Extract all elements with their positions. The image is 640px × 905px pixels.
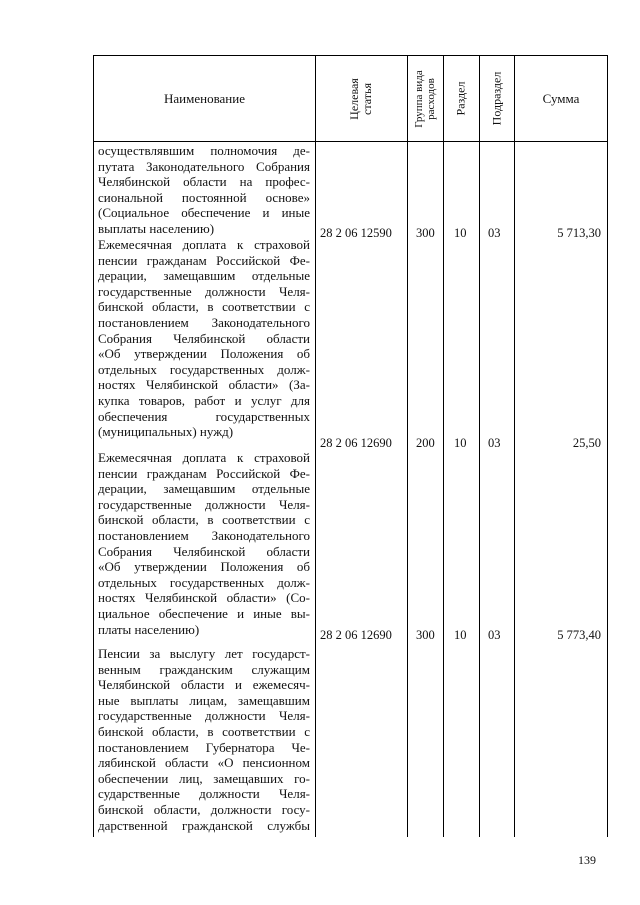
row-name-line: дарственной гражданской службы [98,817,310,833]
row-subsection: 03 [488,226,501,240]
row-name-line: бинской области, в соответствии с [98,723,310,739]
row-name-line: сударственные должности Челя- [98,786,310,802]
row-section: 10 [454,628,467,642]
row-name-line: венным гражданским служащим [98,661,310,677]
budget-table [93,55,608,837]
row-name [98,646,310,833]
row-name-line: дерации, замещавшим отдельные [98,481,310,497]
header-section [443,56,479,141]
column-divider [514,56,515,837]
row-name-line: Пенсии за выслугу лет государст- [98,646,310,661]
row-name-line: Ежемесячная доплата к страховой [98,450,310,465]
row-name-line: (Социальное обеспечение и иные [98,205,310,221]
row-name-line: бинской области, в соответствии с [98,299,310,315]
row-name-line: Челябинской области и ежемесяч- [98,677,310,693]
row-name-line: бинской области, в соответствии с [98,512,310,528]
row-name-line: циальное обеспечение и иные вы- [98,605,310,621]
row-name [98,143,310,237]
row-name-line: бинской области, должности госу- [98,801,310,817]
row-name-line: постановлением Губернатора Че- [98,739,310,755]
row-sum: 5 773,40 [557,628,601,642]
row-group: 200 [416,436,435,450]
row-sum: 5 713,30 [557,226,601,240]
row-name-line: постановлением Законодательного [98,527,310,543]
column-divider [479,56,480,837]
row-name-line: государственные должности Челя- [98,708,310,724]
row-code: 28 2 06 12590 [320,226,392,240]
header-expense-group [407,56,443,141]
header-section-label: Раздел [453,81,468,116]
header-subsection [479,56,514,141]
header-name: Наименование [164,90,245,106]
header-target-article-line2: статья [359,82,374,115]
row-name-line: государственные должности Челя- [98,496,310,512]
row-subsection: 03 [488,628,501,642]
row-name-line: обеспечения государственных [98,408,310,424]
row-name-line: лябинской области «О пенсионном [98,755,310,771]
column-divider [315,56,316,837]
row-name-line: сиональной постоянной основе» [98,189,310,205]
row-name-line: отдельных государственных долж- [98,574,310,590]
row-name-line: платы населению) [98,621,200,637]
row-name-line: «Об утверждении Положения об [98,559,310,575]
row-name-line: дерации, замещавшим отдельные [98,268,310,284]
column-divider [407,56,408,837]
header-expense-group-line1: Группа вида [413,69,425,128]
row-name-line: ностях Челябинской области» (Со- [98,590,310,606]
row-name [98,450,310,637]
row-name-line: Челябинской области на профес- [98,174,310,190]
row-name-line: Ежемесячная доплата к страховой [98,237,310,252]
row-code: 28 2 06 12690 [320,436,392,450]
row-section: 10 [454,226,467,240]
row-name-line: постановлением Законодательного [98,314,310,330]
row-name-line: пенсии гражданам Российской Фе- [98,252,310,268]
row-name-line: Собрания Челябинской области [98,543,310,559]
column-divider [443,56,444,837]
row-name-line: купка товаров, работ и услуг для [98,392,310,408]
row-name-line: осуществлявшим полномочия де- [98,143,310,158]
row-name-line: «Об утверждении Положения об [98,346,310,362]
row-name-line: государственные должности Челя- [98,283,310,299]
row-group: 300 [416,628,435,642]
row-name-line: отдельных государственных долж- [98,361,310,377]
row-group: 300 [416,226,435,240]
row-name-line: Собрания Челябинской области [98,330,310,346]
row-sum: 25,50 [572,436,601,450]
row-name-line: ные выплаты лицам, замещавшим [98,692,310,708]
row-name-line: пенсии гражданам Российской Фе- [98,465,310,481]
row-name-line: путата Законодательного Собрания [98,158,310,174]
row-name-line: обеспечении лиц, замещавших го- [98,770,310,786]
header-expense-group-line2: расходов [425,77,437,120]
header-target-article [315,56,407,141]
header-target-article-line1: Целевая [346,77,361,120]
row-code: 28 2 06 12690 [320,628,392,642]
row-name-line: ностях Челябинской области» (За- [98,377,310,393]
row-name-line: (муниципальных) нужд) [98,424,234,440]
row-name-line: выплаты населению) [98,220,215,236]
header-subsection-label: Подраздел [489,71,504,126]
header-sum: Сумма [542,90,580,106]
row-subsection: 03 [488,436,501,450]
page-number: 139 [578,853,596,867]
row-section: 10 [454,436,467,450]
row-name [98,237,310,440]
header-divider [94,141,607,142]
